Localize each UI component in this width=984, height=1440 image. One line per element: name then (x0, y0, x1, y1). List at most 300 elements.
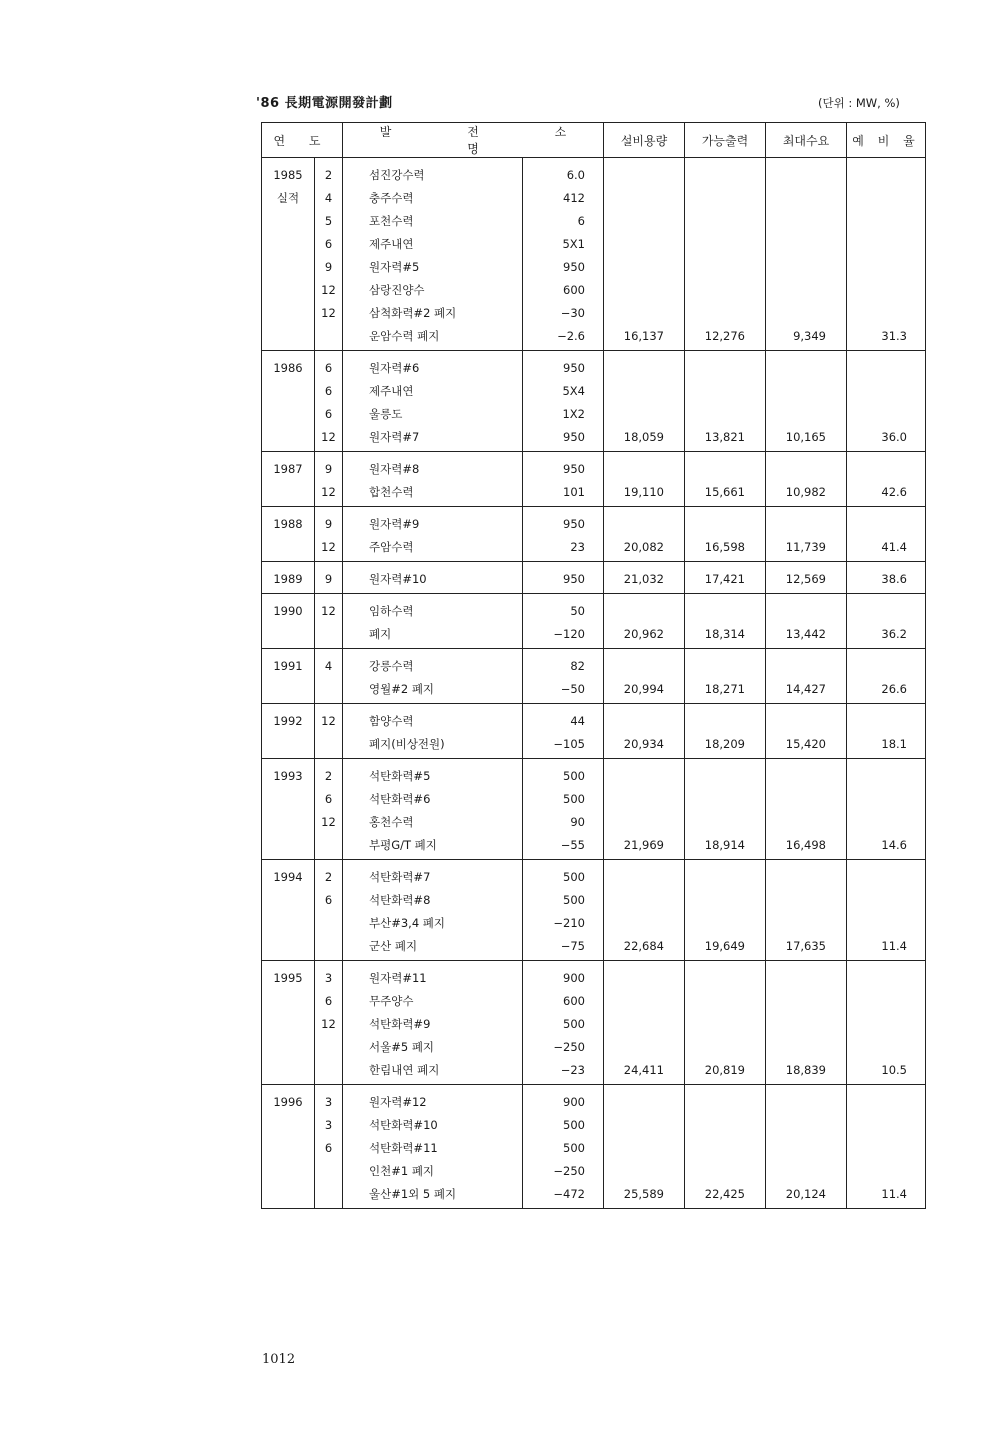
peak-demand (766, 649, 847, 679)
reserve-rate (847, 704, 926, 734)
table-row (262, 889, 926, 912)
month-cell: 6 (315, 788, 343, 811)
total-capacity: 21,969 (604, 834, 685, 860)
year-cell (262, 1183, 315, 1209)
peak-demand (766, 1114, 847, 1137)
month-cell: 2 (315, 759, 343, 789)
available-output (685, 759, 766, 789)
total-capacity (604, 860, 685, 890)
total-capacity (604, 187, 685, 210)
unit-capacity: 6 (523, 210, 604, 233)
reserve-rate (847, 990, 926, 1013)
total-capacity (604, 649, 685, 679)
total-capacity (604, 912, 685, 935)
reserve-rate (847, 860, 926, 890)
available-output (685, 279, 766, 302)
unit-capacity: 500 (523, 860, 604, 890)
month-cell: 12 (315, 536, 343, 562)
header-plant-name: 발 전 소 명 (343, 123, 604, 158)
plant-name: 삼랑진양수 (343, 279, 523, 302)
available-output (685, 403, 766, 426)
table-row (262, 325, 926, 351)
available-output (685, 1137, 766, 1160)
plant-name: 석탄화력#7 (343, 860, 523, 890)
plant-name: 원자력#8 (343, 452, 523, 482)
year-cell: 1995 (262, 961, 315, 991)
reserve-rate (847, 279, 926, 302)
reserve-rate: 18.1 (847, 733, 926, 759)
available-output (685, 233, 766, 256)
reserve-rate (847, 1013, 926, 1036)
available-output (685, 961, 766, 991)
year-group-1985 (262, 158, 926, 351)
plant-name: 강릉수력 (343, 649, 523, 679)
reserve-rate (847, 889, 926, 912)
unit-capacity: 500 (523, 1137, 604, 1160)
year-cell (262, 788, 315, 811)
year-cell: 1994 (262, 860, 315, 890)
table-row (262, 403, 926, 426)
available-output: 18,271 (685, 678, 766, 704)
plant-name: 울산#1외 5 폐지 (343, 1183, 523, 1209)
reserve-rate (847, 759, 926, 789)
month-cell (315, 935, 343, 961)
plant-name: 홍천수력 (343, 811, 523, 834)
unit-capacity: 101 (523, 481, 604, 507)
header-output: 가능출력 (685, 123, 766, 158)
total-capacity: 18,059 (604, 426, 685, 452)
plant-name: 석탄화력#5 (343, 759, 523, 789)
unit-capacity: 950 (523, 256, 604, 279)
total-capacity (604, 1114, 685, 1137)
year-cell: 1986 (262, 351, 315, 381)
peak-demand (766, 403, 847, 426)
unit-capacity: −250 (523, 1036, 604, 1059)
year-cell (262, 481, 315, 507)
available-output (685, 256, 766, 279)
total-capacity (604, 811, 685, 834)
total-capacity (604, 1160, 685, 1183)
available-output: 13,821 (685, 426, 766, 452)
header-reserve: 예 비 율 (847, 123, 926, 158)
table-header-row (262, 123, 926, 158)
unit-capacity: −30 (523, 302, 604, 325)
reserve-rate: 36.0 (847, 426, 926, 452)
total-capacity (604, 210, 685, 233)
year-group-1993 (262, 759, 926, 860)
year-cell (262, 623, 315, 649)
table-row (262, 623, 926, 649)
year-cell: 1988 (262, 507, 315, 537)
table-row (262, 302, 926, 325)
month-cell: 9 (315, 562, 343, 594)
month-cell: 12 (315, 426, 343, 452)
peak-demand (766, 210, 847, 233)
available-output: 18,314 (685, 623, 766, 649)
table-row (262, 1036, 926, 1059)
peak-demand (766, 1160, 847, 1183)
page-number: 1012 (262, 1352, 296, 1367)
plant-name: 석탄화력#8 (343, 889, 523, 912)
plant-name: 인천#1 폐지 (343, 1160, 523, 1183)
peak-demand (766, 351, 847, 381)
year-cell (262, 1059, 315, 1085)
peak-demand (766, 1013, 847, 1036)
year-group-1992 (262, 704, 926, 759)
plant-name: 원자력#7 (343, 426, 523, 452)
peak-demand (766, 788, 847, 811)
total-capacity (604, 1137, 685, 1160)
total-capacity (604, 1036, 685, 1059)
header-year: 연 도 (262, 123, 343, 158)
peak-demand: 16,498 (766, 834, 847, 860)
year-cell: 1993 (262, 759, 315, 789)
peak-demand (766, 594, 847, 624)
table-row (262, 380, 926, 403)
unit-capacity: 600 (523, 990, 604, 1013)
month-cell (315, 912, 343, 935)
peak-demand: 9,349 (766, 325, 847, 351)
unit-capacity: −23 (523, 1059, 604, 1085)
available-output (685, 860, 766, 890)
total-capacity (604, 961, 685, 991)
peak-demand: 20,124 (766, 1183, 847, 1209)
plant-name: 임하수력 (343, 594, 523, 624)
unit-capacity: 90 (523, 811, 604, 834)
month-cell (315, 1183, 343, 1209)
reserve-rate (847, 158, 926, 188)
plant-name: 충주수력 (343, 187, 523, 210)
total-capacity: 16,137 (604, 325, 685, 351)
unit-capacity: 6.0 (523, 158, 604, 188)
unit-capacity: −75 (523, 935, 604, 961)
table-row (262, 811, 926, 834)
plant-name: 폐지(비상전원) (343, 733, 523, 759)
table-row (262, 562, 926, 594)
table-row (262, 704, 926, 734)
total-capacity: 19,110 (604, 481, 685, 507)
unit-capacity: −50 (523, 678, 604, 704)
unit-capacity: −250 (523, 1160, 604, 1183)
total-capacity: 20,994 (604, 678, 685, 704)
reserve-rate: 42.6 (847, 481, 926, 507)
table-row (262, 481, 926, 507)
unit-capacity: 50 (523, 594, 604, 624)
reserve-rate (847, 380, 926, 403)
available-output: 20,819 (685, 1059, 766, 1085)
month-cell (315, 678, 343, 704)
month-cell: 6 (315, 990, 343, 1013)
reserve-rate (847, 961, 926, 991)
reserve-rate (847, 507, 926, 537)
reserve-rate: 41.4 (847, 536, 926, 562)
table-row (262, 1160, 926, 1183)
plant-name: 부평G/T 폐지 (343, 834, 523, 860)
total-capacity: 20,082 (604, 536, 685, 562)
reserve-rate: 26.6 (847, 678, 926, 704)
year-group-1989 (262, 562, 926, 594)
available-output (685, 187, 766, 210)
reserve-rate (847, 788, 926, 811)
table-row (262, 1013, 926, 1036)
peak-demand (766, 811, 847, 834)
reserve-rate (847, 256, 926, 279)
total-capacity (604, 990, 685, 1013)
peak-demand (766, 279, 847, 302)
year-cell (262, 1036, 315, 1059)
peak-demand (766, 1085, 847, 1115)
available-output (685, 1085, 766, 1115)
unit-capacity: 950 (523, 452, 604, 482)
available-output: 17,421 (685, 562, 766, 594)
reserve-rate: 38.6 (847, 562, 926, 594)
peak-demand: 15,420 (766, 733, 847, 759)
plant-name: 영월#2 폐지 (343, 678, 523, 704)
reserve-rate (847, 1036, 926, 1059)
plant-name: 포천수력 (343, 210, 523, 233)
reserve-rate (847, 1137, 926, 1160)
unit-capacity: 900 (523, 1085, 604, 1115)
peak-demand (766, 1137, 847, 1160)
plant-name: 군산 폐지 (343, 935, 523, 961)
year-group-1988 (262, 507, 926, 562)
plant-name: 섬진강수력 (343, 158, 523, 188)
total-capacity (604, 507, 685, 537)
plant-name: 폐지 (343, 623, 523, 649)
year-cell (262, 256, 315, 279)
peak-demand (766, 380, 847, 403)
total-capacity (604, 594, 685, 624)
reserve-rate: 11.4 (847, 1183, 926, 1209)
plan-table (261, 122, 926, 1209)
month-cell: 6 (315, 403, 343, 426)
table-row (262, 961, 926, 991)
year-cell: 1992 (262, 704, 315, 734)
table-row (262, 452, 926, 482)
total-capacity (604, 302, 685, 325)
total-capacity (604, 1013, 685, 1036)
plant-name: 석탄화력#11 (343, 1137, 523, 1160)
reserve-rate (847, 452, 926, 482)
peak-demand (766, 302, 847, 325)
table-row (262, 990, 926, 1013)
peak-demand (766, 860, 847, 890)
peak-demand (766, 187, 847, 210)
reserve-rate: 36.2 (847, 623, 926, 649)
plant-name: 서울#5 폐지 (343, 1036, 523, 1059)
header-demand: 최대수요 (766, 123, 847, 158)
year-cell (262, 536, 315, 562)
year-cell (262, 210, 315, 233)
unit-capacity: 500 (523, 759, 604, 789)
month-cell (315, 623, 343, 649)
unit-note: (단위 : MW, %) (818, 96, 900, 110)
table-row (262, 788, 926, 811)
unit-capacity: 23 (523, 536, 604, 562)
month-cell: 6 (315, 380, 343, 403)
peak-demand: 12,569 (766, 562, 847, 594)
plant-name: 원자력#6 (343, 351, 523, 381)
month-cell: 12 (315, 1013, 343, 1036)
table-row (262, 1085, 926, 1115)
month-cell: 6 (315, 351, 343, 381)
year-cell (262, 233, 315, 256)
table-row (262, 1059, 926, 1085)
available-output (685, 302, 766, 325)
total-capacity (604, 256, 685, 279)
table-row (262, 351, 926, 381)
month-cell: 2 (315, 860, 343, 890)
table-row (262, 1137, 926, 1160)
reserve-rate (847, 811, 926, 834)
peak-demand (766, 961, 847, 991)
year-cell (262, 279, 315, 302)
reserve-rate (847, 210, 926, 233)
year-cell (262, 1013, 315, 1036)
unit-capacity: 500 (523, 1114, 604, 1137)
unit-capacity: −2.6 (523, 325, 604, 351)
month-cell: 3 (315, 961, 343, 991)
year-group-1991 (262, 649, 926, 704)
available-output: 18,914 (685, 834, 766, 860)
plant-name: 삼척화력#2 폐지 (343, 302, 523, 325)
year-group-1996 (262, 1085, 926, 1209)
peak-demand (766, 889, 847, 912)
peak-demand: 14,427 (766, 678, 847, 704)
month-cell: 6 (315, 889, 343, 912)
table-row (262, 210, 926, 233)
total-capacity (604, 889, 685, 912)
table-row (262, 279, 926, 302)
unit-capacity: 82 (523, 649, 604, 679)
table-row (262, 834, 926, 860)
year-cell (262, 403, 315, 426)
total-capacity (604, 788, 685, 811)
year-cell (262, 935, 315, 961)
table-row (262, 594, 926, 624)
total-capacity: 21,032 (604, 562, 685, 594)
unit-capacity: 950 (523, 351, 604, 381)
year-cell: 1989 (262, 562, 315, 594)
year-group-1994 (262, 860, 926, 961)
year-cell (262, 733, 315, 759)
year-cell (262, 302, 315, 325)
total-capacity (604, 759, 685, 789)
plant-name: 원자력#9 (343, 507, 523, 537)
plant-name: 원자력#11 (343, 961, 523, 991)
unit-capacity: 5X4 (523, 380, 604, 403)
month-cell (315, 325, 343, 351)
table-row (262, 158, 926, 188)
unit-capacity: 500 (523, 889, 604, 912)
month-cell: 5 (315, 210, 343, 233)
table-row (262, 536, 926, 562)
reserve-rate (847, 233, 926, 256)
year-cell: 1990 (262, 594, 315, 624)
unit-capacity: −120 (523, 623, 604, 649)
month-cell: 12 (315, 704, 343, 734)
year-cell (262, 1114, 315, 1137)
peak-demand (766, 256, 847, 279)
year-note: 실적 (262, 187, 315, 210)
available-output: 16,598 (685, 536, 766, 562)
plant-name: 함양수력 (343, 704, 523, 734)
month-cell: 9 (315, 507, 343, 537)
year-cell (262, 912, 315, 935)
month-cell: 6 (315, 1137, 343, 1160)
unit-capacity: 5X1 (523, 233, 604, 256)
plant-name: 석탄화력#9 (343, 1013, 523, 1036)
peak-demand (766, 452, 847, 482)
plant-name: 울릉도 (343, 403, 523, 426)
peak-demand (766, 507, 847, 537)
reserve-rate (847, 594, 926, 624)
reserve-rate: 14.6 (847, 834, 926, 860)
unit-capacity: −105 (523, 733, 604, 759)
unit-capacity: 44 (523, 704, 604, 734)
year-group-1995 (262, 961, 926, 1085)
month-cell: 9 (315, 452, 343, 482)
unit-capacity: 600 (523, 279, 604, 302)
total-capacity (604, 704, 685, 734)
month-cell: 4 (315, 187, 343, 210)
peak-demand (766, 1036, 847, 1059)
table-row (262, 256, 926, 279)
table-row (262, 860, 926, 890)
total-capacity (604, 233, 685, 256)
year-cell: 1987 (262, 452, 315, 482)
month-cell: 9 (315, 256, 343, 279)
peak-demand (766, 158, 847, 188)
plant-name: 원자력#12 (343, 1085, 523, 1115)
peak-demand (766, 759, 847, 789)
total-capacity (604, 158, 685, 188)
year-cell (262, 990, 315, 1013)
table-row (262, 187, 926, 210)
plant-name: 합천수력 (343, 481, 523, 507)
total-capacity (604, 380, 685, 403)
reserve-rate (847, 649, 926, 679)
total-capacity (604, 452, 685, 482)
available-output (685, 210, 766, 233)
available-output (685, 990, 766, 1013)
unit-capacity: 412 (523, 187, 604, 210)
available-output (685, 380, 766, 403)
available-output (685, 1036, 766, 1059)
reserve-rate: 10.5 (847, 1059, 926, 1085)
plant-name: 무주양수 (343, 990, 523, 1013)
peak-demand: 18,839 (766, 1059, 847, 1085)
year-cell (262, 380, 315, 403)
total-capacity: 20,962 (604, 623, 685, 649)
unit-capacity: −472 (523, 1183, 604, 1209)
year-cell (262, 426, 315, 452)
year-cell: 1985 (262, 158, 315, 188)
peak-demand (766, 704, 847, 734)
available-output (685, 1114, 766, 1137)
month-cell (315, 1036, 343, 1059)
month-cell (315, 834, 343, 860)
unit-capacity: 1X2 (523, 403, 604, 426)
unit-capacity: 500 (523, 1013, 604, 1036)
available-output (685, 889, 766, 912)
table-row (262, 233, 926, 256)
header-capacity: 설비용량 (604, 123, 685, 158)
month-cell: 12 (315, 279, 343, 302)
year-group-1986 (262, 351, 926, 452)
table-row (262, 759, 926, 789)
plant-name: 주암수력 (343, 536, 523, 562)
